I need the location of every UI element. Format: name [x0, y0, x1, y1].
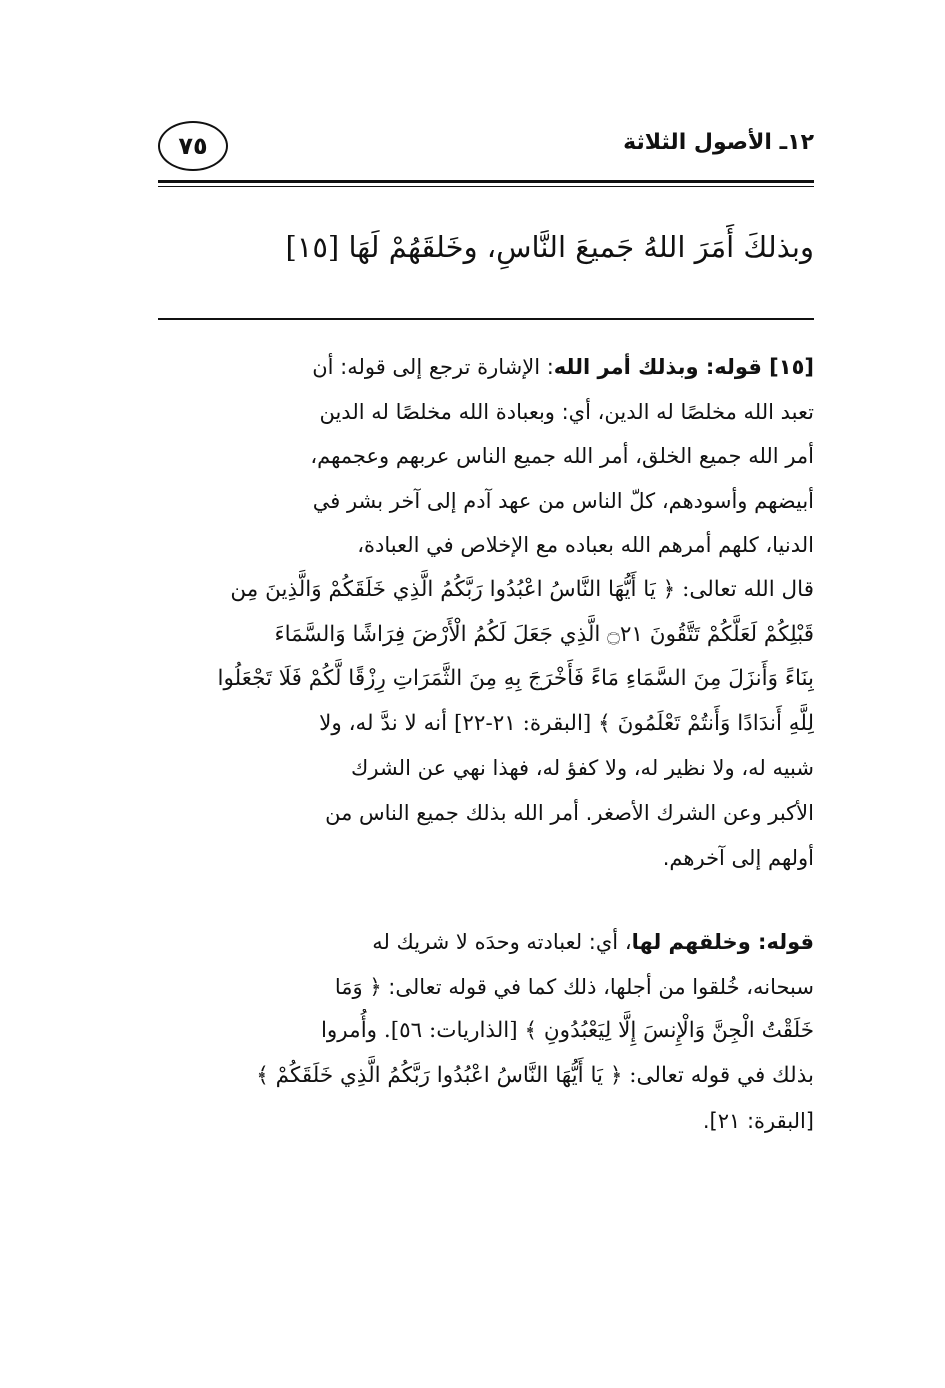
bold-lead: [١٥] قوله: وبذلك أمر الله: [553, 355, 814, 379]
running-title: ١٢ـ الأصول الثلاثة: [623, 130, 814, 155]
quran-line: قَبْلِكُمْ لَعَلَّكُمْ تَتَّقُونَ ۝٢١ الَّذِي جَعَلَ لَكُمُ الْأَرْضَ فِرَاشًا وَالسَّمَاءَ: [274, 621, 814, 647]
text-line: الدنيا، كلهم أمرهم الله بعباده مع الإخلاص في العبادة،: [357, 533, 814, 558]
quran-line: بذلك في قوله تعالى: ﴿ يَا أَيُّهَا النَّاسُ اعْبُدُوا رَبَّكُمُ الَّذِي خَلَقَكُمْ ﴾: [256, 1062, 814, 1088]
header-rule: [158, 180, 814, 187]
quran-line: لِلَّهِ أَندَادًا وَأَنتُمْ تَعْلَمُونَ ﴾ [البقرة: ٢١-٢٢] أنه لا ندَّ له، ولا: [319, 710, 814, 736]
quran-line: خَلَقْتُ الْجِنَّ وَالْإِنسَ إِلَّا لِيَعْبُدُونِ ﴾ [الذاريات: ٥٦]. وأُمروا: [320, 1018, 814, 1044]
commentary-paragraph-1: [158, 345, 814, 880]
text-line: [البقرة: ٢١].: [702, 1108, 814, 1133]
line-rest: ، أي: لعبادته وحدَه لا شريك له: [372, 930, 632, 955]
commentary: [158, 345, 814, 1143]
line-rest: : الإشارة ترجع إلى قوله: أن: [312, 355, 554, 379]
text-line: أولهم إلى آخرهم.: [662, 845, 814, 870]
quran-line: قال الله تعالى: ﴿ يَا أَيُّهَا النَّاسُ اعْبُدُوا رَبَّكُمُ الَّذِي خَلَقَكُمْ وَالَّذِينَ مِن: [230, 576, 814, 602]
text-line: أبيضهم وأسودهم، كلّ الناس من عهد آدم إلى آخر بشر في: [312, 488, 814, 513]
page-number-badge: ٧٥: [158, 121, 228, 171]
bold-lead: قوله: وخلقهم لها: [631, 930, 814, 955]
commentary-paragraph-2: [158, 920, 814, 1143]
text-line: تعبد الله مخلصًا له الدين، أي: وبعبادة الله مخلصًا له الدين: [319, 399, 814, 424]
text-line: سبحانه، خُلقوا من أجلها، ذلك كما في قوله تعالى: ﴿ وَمَا: [334, 974, 814, 999]
text-line: الأكبر وعن الشرك الأصغر. أمر الله بذلك جميع الناس من: [325, 800, 814, 825]
text-line: شبيه له، ولا نظير له، ولا كفؤ له، فهذا نهي عن الشرك: [351, 756, 814, 781]
text-line: [158, 920, 814, 965]
page-header: [158, 118, 814, 182]
matn-separator: [158, 318, 814, 320]
quran-line: بِنَاءً وَأَنزَلَ مِنَ السَّمَاءِ مَاءً فَأَخْرَجَ بِهِ مِنَ الثَّمَرَاتِ رِزْقًا لَّكُمْ فَلَا تَجْعَلُوا: [217, 666, 814, 692]
matn-text: وبذلكَ أَمَرَ اللهُ جَميعَ النَّاسِ، وخَلقَهُمْ لَهَا [١٥]: [285, 230, 814, 264]
text-line: [158, 345, 814, 390]
text-line: أمر الله جميع الخلق، أمر الله جميع الناس عربهم وعجمهم،: [310, 444, 814, 469]
